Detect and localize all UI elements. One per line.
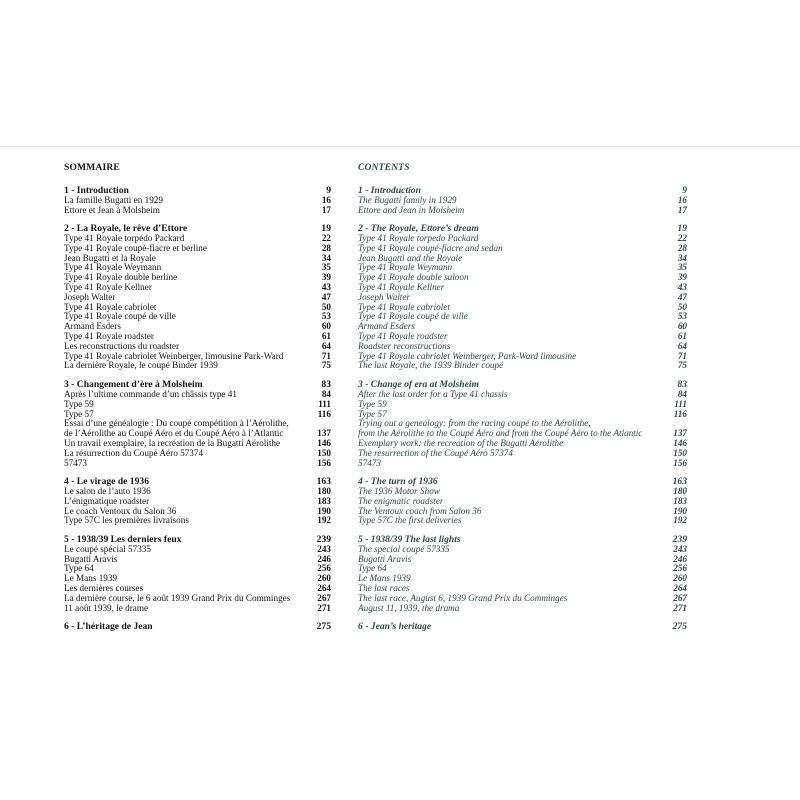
toc-entry bbox=[64, 342, 331, 352]
page-number: 60 bbox=[677, 321, 687, 332]
chapter-heading bbox=[358, 224, 687, 234]
chapter-heading bbox=[64, 477, 331, 487]
toc-entry bbox=[358, 564, 687, 574]
toc-entry bbox=[64, 206, 331, 216]
toc-section bbox=[64, 380, 331, 468]
entry-title: Type 57 bbox=[358, 409, 387, 419]
page-number: 146 bbox=[317, 437, 331, 448]
entry-title: Type 64 bbox=[358, 564, 387, 574]
page-number: 9 bbox=[326, 185, 331, 196]
entry-title: 57473 bbox=[64, 458, 87, 468]
entry-title: from the Aérolithe to the Coupé Aéro and from the Coupé Aéro to the Atlantic bbox=[358, 429, 643, 439]
toc-entry bbox=[64, 429, 331, 439]
entry-title: Armand Esders bbox=[64, 322, 121, 332]
entry-title: 1 - Introduction bbox=[358, 186, 421, 196]
entry-title: de l’Aérolithe au Coupé Aéro et du Coupé Aéro à l’Atlantic bbox=[64, 429, 284, 439]
toc-english bbox=[358, 158, 687, 641]
entry-title: Bugatti Aravis bbox=[358, 554, 412, 564]
toc-entry bbox=[64, 263, 331, 273]
toc-entry bbox=[358, 206, 687, 216]
page-number: 183 bbox=[317, 495, 331, 506]
toc-title-french: SOMMAIRE bbox=[64, 163, 120, 173]
chapter-heading bbox=[64, 186, 331, 196]
entry-title: Les reconstructions du roadster bbox=[64, 341, 180, 351]
page-number: 260 bbox=[317, 573, 331, 584]
toc-entry bbox=[64, 234, 331, 244]
entry-title: Après l’ultime commande d’un châssis type 41 bbox=[64, 389, 237, 399]
page-number: 43 bbox=[677, 282, 687, 293]
toc-entry bbox=[358, 459, 687, 469]
toc-section bbox=[358, 535, 687, 613]
toc-entry bbox=[64, 594, 331, 604]
page-number: 22 bbox=[677, 233, 687, 244]
toc-section bbox=[64, 224, 331, 371]
toc-entry bbox=[64, 564, 331, 574]
toc-entry bbox=[358, 322, 687, 332]
page-number: 34 bbox=[321, 252, 331, 263]
chapter-heading bbox=[64, 622, 331, 632]
toc-entry bbox=[64, 419, 331, 429]
toc-entry bbox=[64, 303, 331, 313]
toc-entry bbox=[64, 244, 331, 254]
entry-title: Type 41 Royale coupé de ville bbox=[64, 312, 176, 322]
toc-entry bbox=[64, 273, 331, 283]
toc-entry bbox=[358, 410, 687, 420]
toc-section bbox=[358, 186, 687, 215]
toc-section bbox=[358, 380, 687, 468]
toc-entry bbox=[64, 449, 331, 459]
entry-title: Type 41 Royale torpédo Packard bbox=[64, 234, 185, 244]
toc-sections-english bbox=[358, 186, 687, 632]
toc-entry bbox=[64, 507, 331, 517]
page-number: 84 bbox=[321, 388, 331, 399]
page-number: 156 bbox=[317, 457, 331, 468]
entry-title: Type 57C the first deliveries bbox=[358, 516, 462, 526]
page-number: 190 bbox=[317, 505, 331, 516]
toc-entry bbox=[358, 429, 687, 439]
entry-title: Type 41 Royale double berline bbox=[64, 273, 178, 283]
entry-title: Le Mans 1939 bbox=[64, 574, 118, 584]
page-number: 83 bbox=[677, 379, 687, 391]
page-number: 150 bbox=[673, 447, 687, 458]
toc-entry bbox=[358, 584, 687, 594]
page-number: 9 bbox=[682, 185, 687, 196]
page-number: 34 bbox=[677, 252, 687, 263]
page-number: 16 bbox=[321, 194, 331, 205]
entry-title: Type 41 Royale Kellner bbox=[358, 283, 445, 293]
chapter-heading bbox=[358, 622, 687, 632]
entry-title: 6 - L’héritage de Jean bbox=[64, 622, 153, 633]
entry-title: Type 41 Royale coupé-fiacre and sedan bbox=[358, 243, 503, 253]
entry-title: Jean Bugatti and the Royale bbox=[358, 253, 463, 263]
entry-title: 5 - 1938/39 The last lights bbox=[358, 535, 461, 545]
toc-sections-french bbox=[64, 186, 331, 632]
entry-title: Roadster reconstructions bbox=[358, 341, 451, 351]
chapter-heading bbox=[64, 535, 331, 545]
toc-entry bbox=[64, 497, 331, 507]
page-number: 111 bbox=[674, 398, 687, 409]
toc-entry bbox=[358, 516, 687, 526]
toc-entry bbox=[358, 263, 687, 273]
page-number: 256 bbox=[317, 563, 331, 574]
toc-entry bbox=[64, 254, 331, 264]
entry-title: Type 41 Royale torpedo Packard bbox=[358, 234, 479, 244]
page-number: 17 bbox=[321, 204, 331, 215]
toc-entry bbox=[64, 459, 331, 469]
toc-entry bbox=[358, 254, 687, 264]
page-number: 239 bbox=[316, 534, 331, 546]
toc-entry bbox=[64, 361, 331, 371]
toc-entry bbox=[358, 574, 687, 584]
entry-title: After the last order for a Type 41 chassis bbox=[358, 389, 508, 399]
page-number: 271 bbox=[673, 602, 687, 613]
toc-entry bbox=[64, 555, 331, 565]
toc-entry bbox=[64, 332, 331, 342]
page-number: 50 bbox=[677, 301, 687, 312]
page-number: 163 bbox=[316, 476, 331, 488]
toc-section bbox=[358, 622, 687, 632]
toc-entry bbox=[358, 487, 687, 497]
entry-title: Jean Bugatti et la Royale bbox=[64, 253, 156, 263]
toc-entry bbox=[358, 497, 687, 507]
toc-entry bbox=[64, 410, 331, 420]
page-number: 28 bbox=[677, 242, 687, 253]
page-number: 243 bbox=[673, 543, 687, 554]
page-number: 116 bbox=[317, 408, 331, 419]
entry-title: Armand Esders bbox=[358, 322, 415, 332]
entry-title: August 11, 1939, the drama bbox=[358, 603, 460, 613]
entry-title: 6 - Jean’s heritage bbox=[358, 622, 432, 633]
entry-title: 1 - Introduction bbox=[64, 186, 129, 196]
entry-title: The enigmatic roadster bbox=[358, 496, 444, 506]
page-number: 260 bbox=[673, 573, 687, 584]
entry-title: Type 41 Royale cabriolet bbox=[64, 302, 157, 312]
toc-section bbox=[358, 224, 687, 371]
entry-title: Type 41 Royale double saloon bbox=[358, 273, 469, 283]
toc-entry bbox=[358, 273, 687, 283]
entry-title: Type 41 Royale Kellner bbox=[64, 283, 152, 293]
entry-title: Exemplary work: the recreation of the Bugatti Aérolithe bbox=[358, 438, 564, 448]
toc-entry bbox=[358, 303, 687, 313]
toc-entry bbox=[358, 342, 687, 352]
page-number: 47 bbox=[677, 291, 687, 302]
entry-title: The Ventoux coach from Salon 36 bbox=[358, 506, 482, 516]
toc-section bbox=[358, 477, 687, 526]
page-number: 275 bbox=[672, 621, 687, 633]
page-number: 61 bbox=[321, 331, 331, 342]
entry-title: La dernière Royale, le coupé Binder 1939 bbox=[64, 361, 218, 371]
page-number: 246 bbox=[673, 553, 687, 564]
entry-title: The 1936 Motor Show bbox=[358, 486, 440, 496]
page-number: 35 bbox=[677, 262, 687, 273]
entry-title: The last race, August 6, 1939 Grand Prix du Comminges bbox=[358, 593, 568, 603]
toc-entry bbox=[64, 400, 331, 410]
toc-entry bbox=[64, 283, 331, 293]
entry-title: Type 41 Royale roadster bbox=[64, 332, 154, 342]
chapter-heading bbox=[64, 224, 331, 234]
entry-title: The last races bbox=[358, 584, 410, 594]
toc-entry bbox=[64, 516, 331, 526]
page-number: 264 bbox=[673, 583, 687, 594]
toc-section bbox=[64, 477, 331, 526]
page-number: 53 bbox=[321, 311, 331, 322]
page-number: 28 bbox=[321, 242, 331, 253]
entry-title: Type 59 bbox=[64, 399, 94, 409]
entry-title: Trying out a genealogy: from the racing coupé to the Aérolithe, bbox=[358, 419, 591, 429]
page-number: 137 bbox=[673, 428, 687, 439]
page-number: 17 bbox=[677, 204, 687, 215]
toc-entry bbox=[358, 507, 687, 517]
page-number: 60 bbox=[321, 321, 331, 332]
page-number: 180 bbox=[673, 485, 687, 496]
page-number: 146 bbox=[673, 437, 687, 448]
entry-title: Type 41 Royale cabriolet Weinberger, Park-Ward limousine bbox=[358, 351, 577, 361]
page-number: 35 bbox=[321, 262, 331, 273]
toc-entry bbox=[358, 400, 687, 410]
toc-entry bbox=[358, 604, 687, 614]
chapter-heading bbox=[358, 380, 687, 390]
toc-entry bbox=[358, 352, 687, 362]
page-number: 150 bbox=[317, 447, 331, 458]
entry-title: Type 57C les premières livraisons bbox=[64, 516, 189, 526]
chapter-heading bbox=[64, 380, 331, 390]
page-number: 53 bbox=[677, 311, 687, 322]
page-number: 111 bbox=[318, 398, 331, 409]
entry-title: 2 - La Royale, le rêve d’Ettore bbox=[64, 224, 188, 235]
entry-title: 11 août 1939, le drame bbox=[64, 603, 149, 613]
page-header-area bbox=[0, 0, 800, 147]
toc-entry bbox=[64, 196, 331, 206]
page-number: 271 bbox=[317, 602, 331, 613]
entry-title: The resurrection of the Coupé Aéro 57374 bbox=[358, 448, 513, 458]
page-number: 75 bbox=[321, 360, 331, 371]
page-number: 190 bbox=[673, 505, 687, 516]
entry-title: Le coupé spécial 57335 bbox=[64, 544, 151, 554]
page-number: 75 bbox=[677, 360, 687, 371]
page-number: 183 bbox=[673, 495, 687, 506]
chapter-heading bbox=[358, 186, 687, 196]
toc-entry bbox=[358, 390, 687, 400]
entry-title: Ettore and Jean in Molsheim bbox=[358, 205, 465, 215]
entry-title: Joseph Walter bbox=[64, 292, 116, 302]
page-number: 50 bbox=[321, 301, 331, 312]
toc-entry bbox=[358, 312, 687, 322]
toc-entry bbox=[358, 234, 687, 244]
page-number: 267 bbox=[317, 592, 331, 603]
toc-entry bbox=[358, 244, 687, 254]
toc-french bbox=[64, 158, 331, 641]
entry-title: The last Royale, the 1939 Binder coupé bbox=[358, 361, 504, 371]
toc-section bbox=[64, 535, 331, 613]
entry-title: Le coach Ventoux du Salon 36 bbox=[64, 506, 177, 516]
page-number: 16 bbox=[677, 194, 687, 205]
toc-entry bbox=[358, 545, 687, 555]
page-number: 39 bbox=[677, 272, 687, 283]
toc-entry bbox=[358, 439, 687, 449]
toc-entry bbox=[358, 419, 687, 429]
page-number: 116 bbox=[673, 408, 687, 419]
toc-entry bbox=[64, 312, 331, 322]
page-number: 275 bbox=[316, 621, 331, 633]
page-number: 47 bbox=[321, 291, 331, 302]
entry-title: Essai d’une généalogie : Du coupé compétition à l’Aérolithe, bbox=[64, 419, 289, 429]
toc-entry bbox=[64, 574, 331, 584]
page-number: 267 bbox=[673, 592, 687, 603]
page-number: 43 bbox=[321, 282, 331, 293]
entry-title: Type 41 Royale roadster bbox=[358, 332, 448, 342]
entry-title: 4 - Le virage de 1936 bbox=[64, 477, 149, 487]
entry-title: 5 - 1938/39 Les derniers feux bbox=[64, 535, 182, 545]
page-number: 22 bbox=[321, 233, 331, 244]
toc-entry bbox=[358, 361, 687, 371]
entry-title: Type 57 bbox=[64, 409, 94, 419]
page-number: 39 bbox=[321, 272, 331, 283]
toc-entry bbox=[358, 196, 687, 206]
toc-entry bbox=[64, 352, 331, 362]
entry-title: 3 - Change of era at Molsheim bbox=[358, 380, 479, 390]
toc-title-english: CONTENTS bbox=[358, 163, 410, 173]
entry-title: 4 - The turn of 1936 bbox=[358, 477, 438, 487]
page-number: 264 bbox=[317, 583, 331, 594]
entry-title: Type 41 Royale coupé-fiacre et berline bbox=[64, 243, 207, 253]
toc-entry bbox=[358, 555, 687, 565]
chapter-heading bbox=[358, 535, 687, 545]
entry-title: Le salon de l’auto 1936 bbox=[64, 486, 151, 496]
toc-entry bbox=[64, 439, 331, 449]
page-number: 137 bbox=[317, 428, 331, 439]
toc-entry bbox=[358, 594, 687, 604]
page-number: 71 bbox=[321, 350, 331, 361]
page-number: 64 bbox=[677, 340, 687, 351]
entry-title: Les dernières courses bbox=[64, 584, 144, 594]
page-number: 192 bbox=[673, 515, 687, 526]
page-number: 239 bbox=[672, 534, 687, 546]
entry-title: Bugatti Aravis bbox=[64, 554, 118, 564]
entry-title: 57473 bbox=[358, 458, 381, 468]
toc-entry bbox=[64, 487, 331, 497]
toc-entry bbox=[358, 283, 687, 293]
toc-section bbox=[64, 186, 331, 215]
entry-title: Ettore et Jean à Molsheim bbox=[64, 205, 160, 215]
page-number: 19 bbox=[321, 223, 331, 235]
page-number: 71 bbox=[677, 350, 687, 361]
entry-title: Type 41 Royale Weymann bbox=[64, 263, 162, 273]
toc-entry bbox=[358, 332, 687, 342]
page-number: 156 bbox=[673, 457, 687, 468]
entry-title: Type 41 Royale cabriolet Weinberger, limousine Park-Ward bbox=[64, 351, 284, 361]
page-number: 246 bbox=[317, 553, 331, 564]
entry-title: Type 41 Royale Weymann bbox=[358, 263, 453, 273]
page-number: 180 bbox=[317, 485, 331, 496]
toc-entry bbox=[64, 293, 331, 303]
toc-entry bbox=[64, 584, 331, 594]
toc-entry bbox=[64, 322, 331, 332]
page-number: 84 bbox=[677, 388, 687, 399]
toc-entry bbox=[358, 293, 687, 303]
page-number: 192 bbox=[317, 515, 331, 526]
page-number: 83 bbox=[321, 379, 331, 391]
page-number: 61 bbox=[677, 331, 687, 342]
entry-title: Type 41 Royale cabriolet bbox=[358, 302, 450, 312]
page-number: 256 bbox=[673, 563, 687, 574]
page-number: 163 bbox=[672, 476, 687, 488]
toc-entry bbox=[64, 604, 331, 614]
entry-title: L’énigmatique roadster bbox=[64, 496, 150, 506]
entry-title: Un travail exemplaire, la recréation de la Bugatti Aérolithe bbox=[64, 438, 281, 448]
toc-entry bbox=[64, 390, 331, 400]
entry-title: The special coupé 57335 bbox=[358, 544, 450, 554]
page-number: 19 bbox=[677, 223, 687, 235]
toc-entry bbox=[358, 449, 687, 459]
entry-title: Type 59 bbox=[358, 399, 387, 409]
entry-title: La résurrection du Coupé Aéro 57374 bbox=[64, 448, 204, 458]
entry-title: Type 41 Royale coupé de ville bbox=[358, 312, 468, 322]
entry-title: La dernière course, le 6 août 1939 Grand Prix du Comminges bbox=[64, 593, 291, 603]
toc-section bbox=[64, 622, 331, 632]
entry-title: 3 - Changement d’ère à Molsheim bbox=[64, 380, 203, 390]
entry-title: Type 64 bbox=[64, 564, 94, 574]
entry-title: La famille Bugatti en 1929 bbox=[64, 195, 163, 205]
entry-title: Joseph Walter bbox=[358, 292, 410, 302]
entry-title: 2 - The Royale, Ettore’s dream bbox=[358, 224, 479, 235]
entry-title: The Bugatti family in 1929 bbox=[358, 195, 457, 205]
toc-entry bbox=[64, 545, 331, 555]
page-number: 64 bbox=[321, 340, 331, 351]
chapter-heading bbox=[358, 477, 687, 487]
entry-title: Le Mans 1939 bbox=[358, 574, 411, 584]
page-number: 243 bbox=[317, 543, 331, 554]
